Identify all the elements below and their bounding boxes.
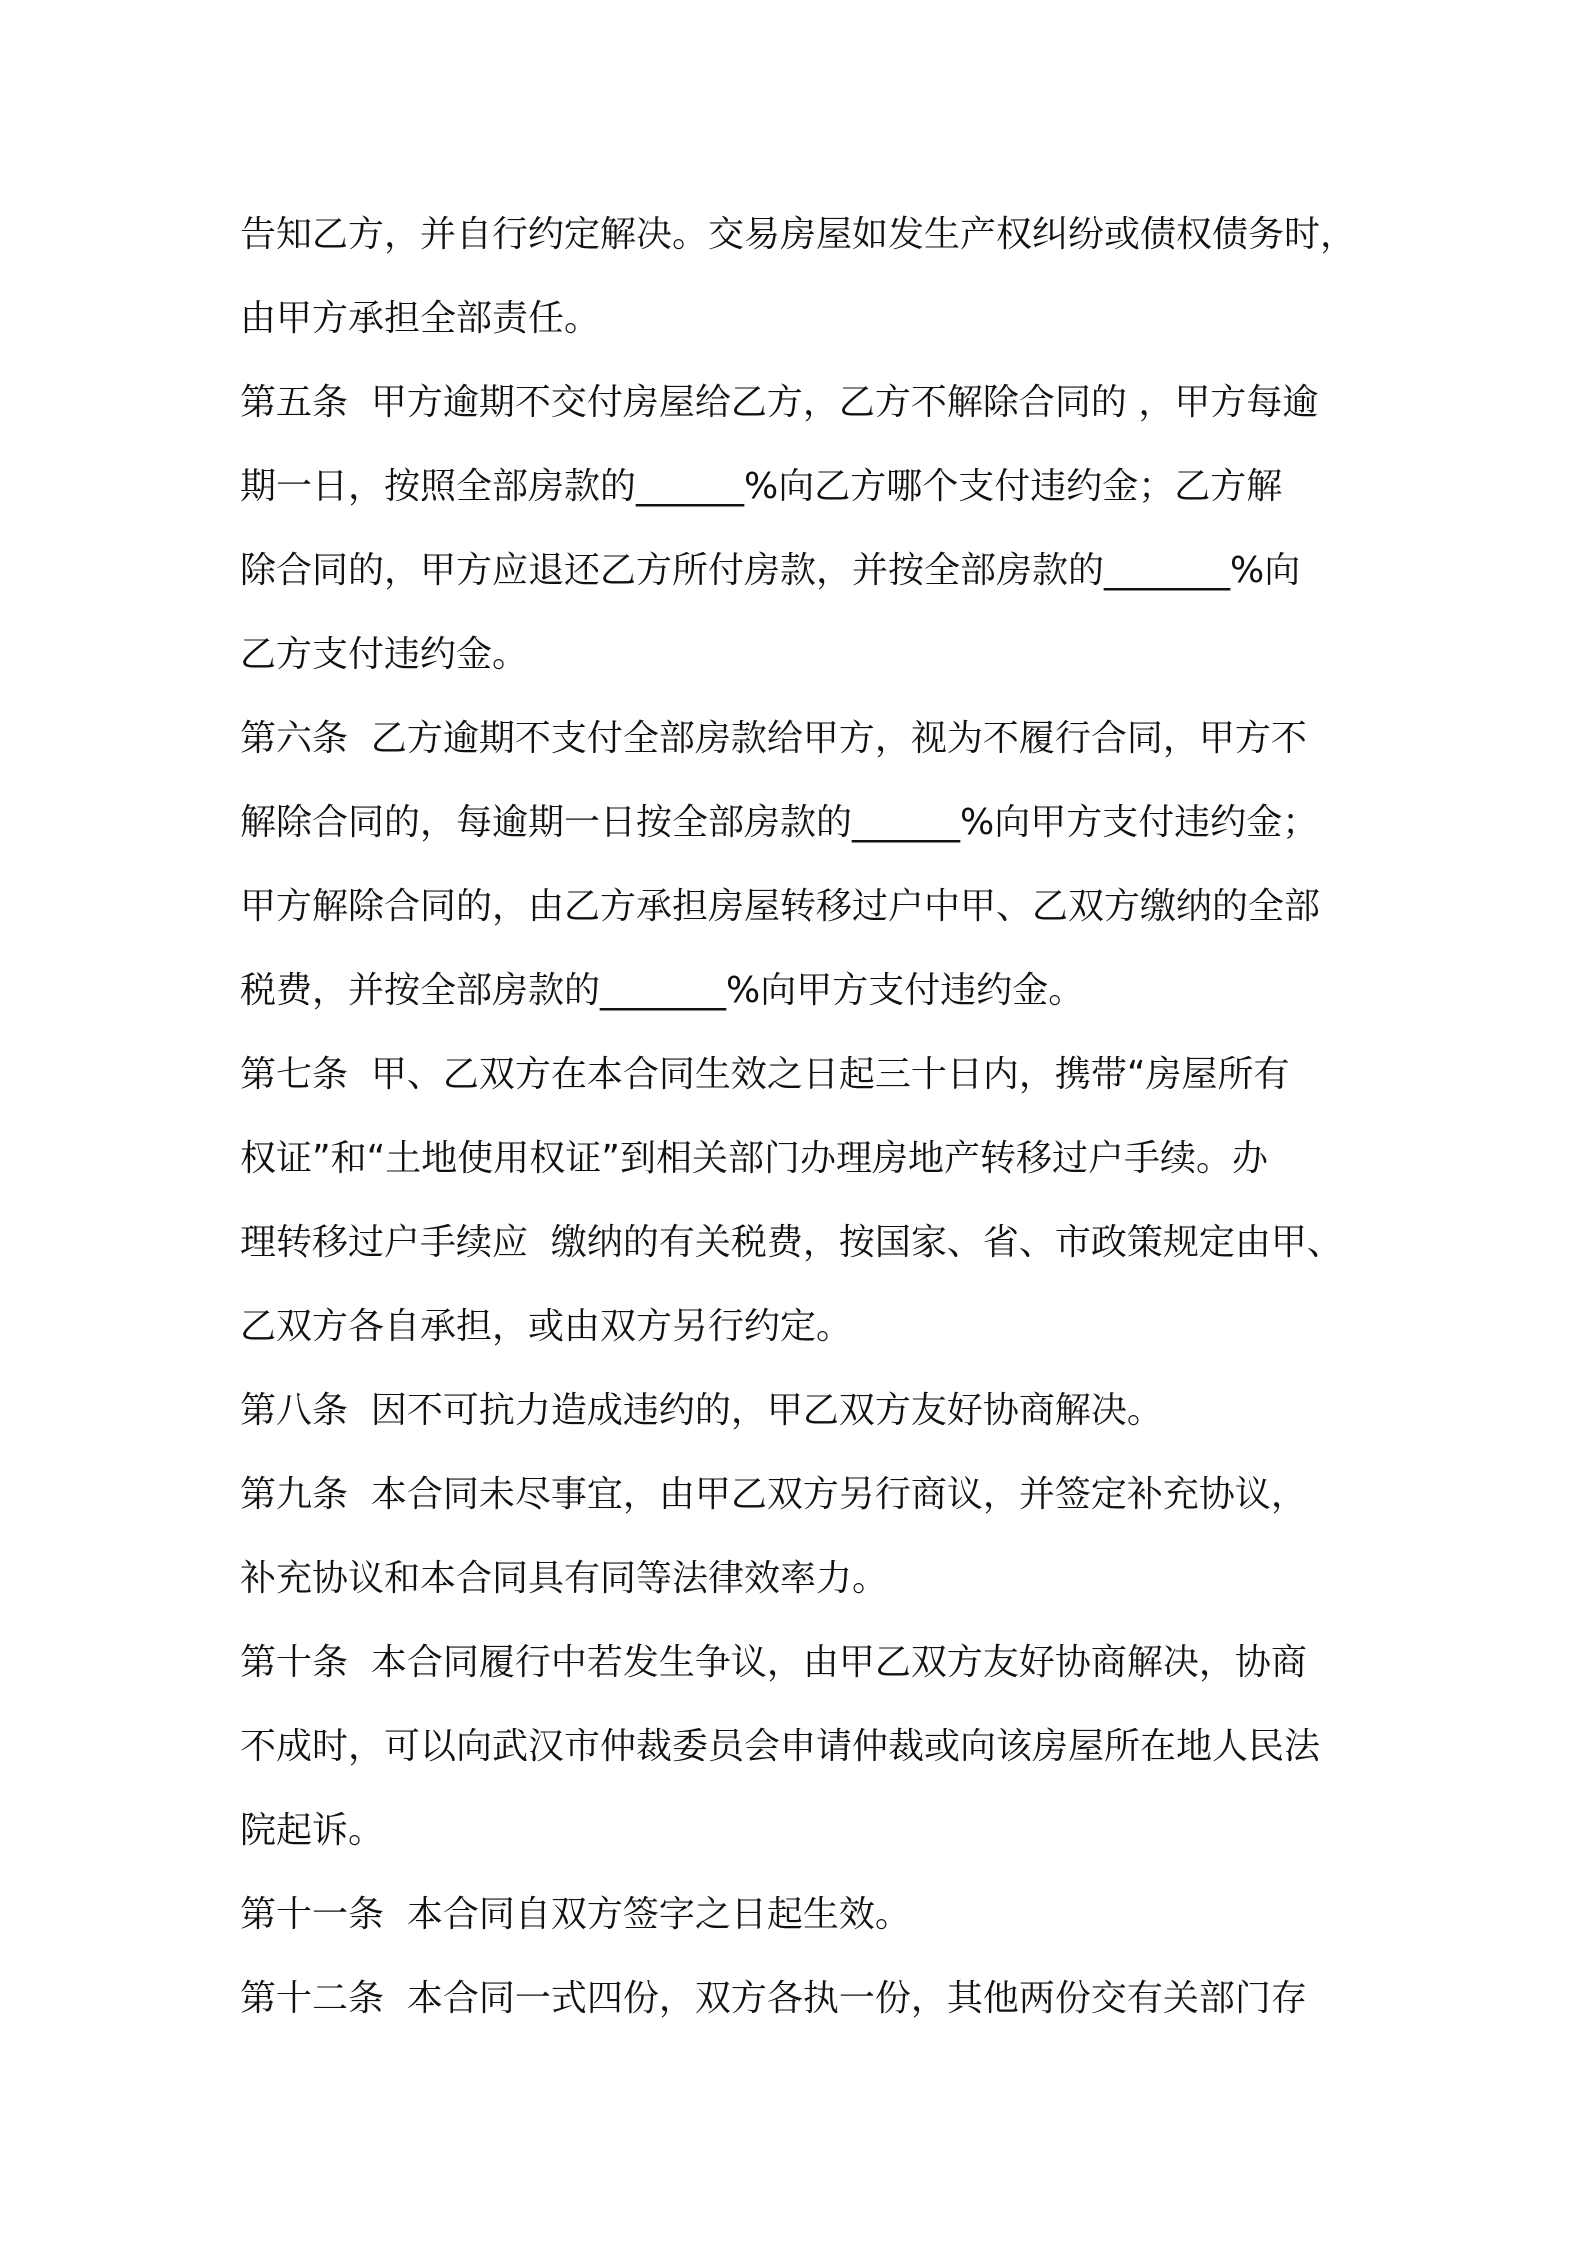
article-11-line: 第十一条 本合同自双方签字之日起生效。 (240, 1894, 911, 1935)
text-line: 乙双方各自承担，或由双方另行约定。 (240, 1306, 853, 1347)
text-line: 由甲方承担全部责任。 (240, 298, 601, 339)
text-line: 不成时，可以向武汉市仲裁委员会申请仲裁或向该房屋所在地人民法 (240, 1726, 1321, 1767)
article-6-line: 第六条 乙方逾期不支付全部房款给甲方，视为不履行合同，甲方不 (240, 718, 1307, 759)
text-line: 解除合同的，每逾期一日按全部房款的______%向甲方支付违约金； (240, 802, 1319, 843)
text-line: 税费，并按全部房款的_______%向甲方支付违约金。 (240, 970, 1085, 1011)
contract-text-body (240, 193, 1380, 2041)
text-line: 甲方解除合同的，由乙方承担房屋转移过户中甲、乙双方缴纳的全部 (240, 886, 1321, 927)
text-line: 期一日，按照全部房款的______%向乙方哪个支付违约金；乙方解 (240, 466, 1283, 507)
article-5-line: 第五条 甲方逾期不交付房屋给乙方，乙方不解除合同的 ，甲方每逾 (240, 382, 1319, 423)
text-line: 补充协议和本合同具有同等法律效率力。 (240, 1558, 889, 1599)
article-9-line: 第九条 本合同未尽事宜，由甲乙双方另行商议，并签定补充协议， (240, 1474, 1307, 1515)
text-line: 除合同的，甲方应退还乙方所付房款，并按全部房款的_______%向 (240, 550, 1301, 591)
text-line: 理转移过户手续应 缴纳的有关税费，按国家、省、市政策规定由甲、 (240, 1222, 1343, 1263)
article-8-line: 第八条 因不可抗力造成违约的，甲乙双方友好协商解决。 (240, 1390, 1163, 1431)
text-line: 乙方支付违约金。 (240, 634, 529, 675)
text-line: 院起诉。 (240, 1810, 385, 1851)
article-7-line: 第七条 甲、乙双方在本合同生效之日起三十日内，携带“房屋所有 (240, 1054, 1290, 1095)
article-12-line: 第十二条 本合同一式四份，双方各执一份，其他两份交有关部门存 (240, 1978, 1307, 2019)
text-line: 告知乙方，并自行约定解决。交易房屋如发生产权纠纷或债权债务时， (240, 214, 1357, 255)
article-10-line: 第十条 本合同履行中若发生争议，由甲乙双方友好协商解决，协商 (240, 1642, 1307, 1683)
text-line: 权证”和“土地使用权证”到相关部门办理房地产转移过户手续。办 (240, 1138, 1268, 1179)
